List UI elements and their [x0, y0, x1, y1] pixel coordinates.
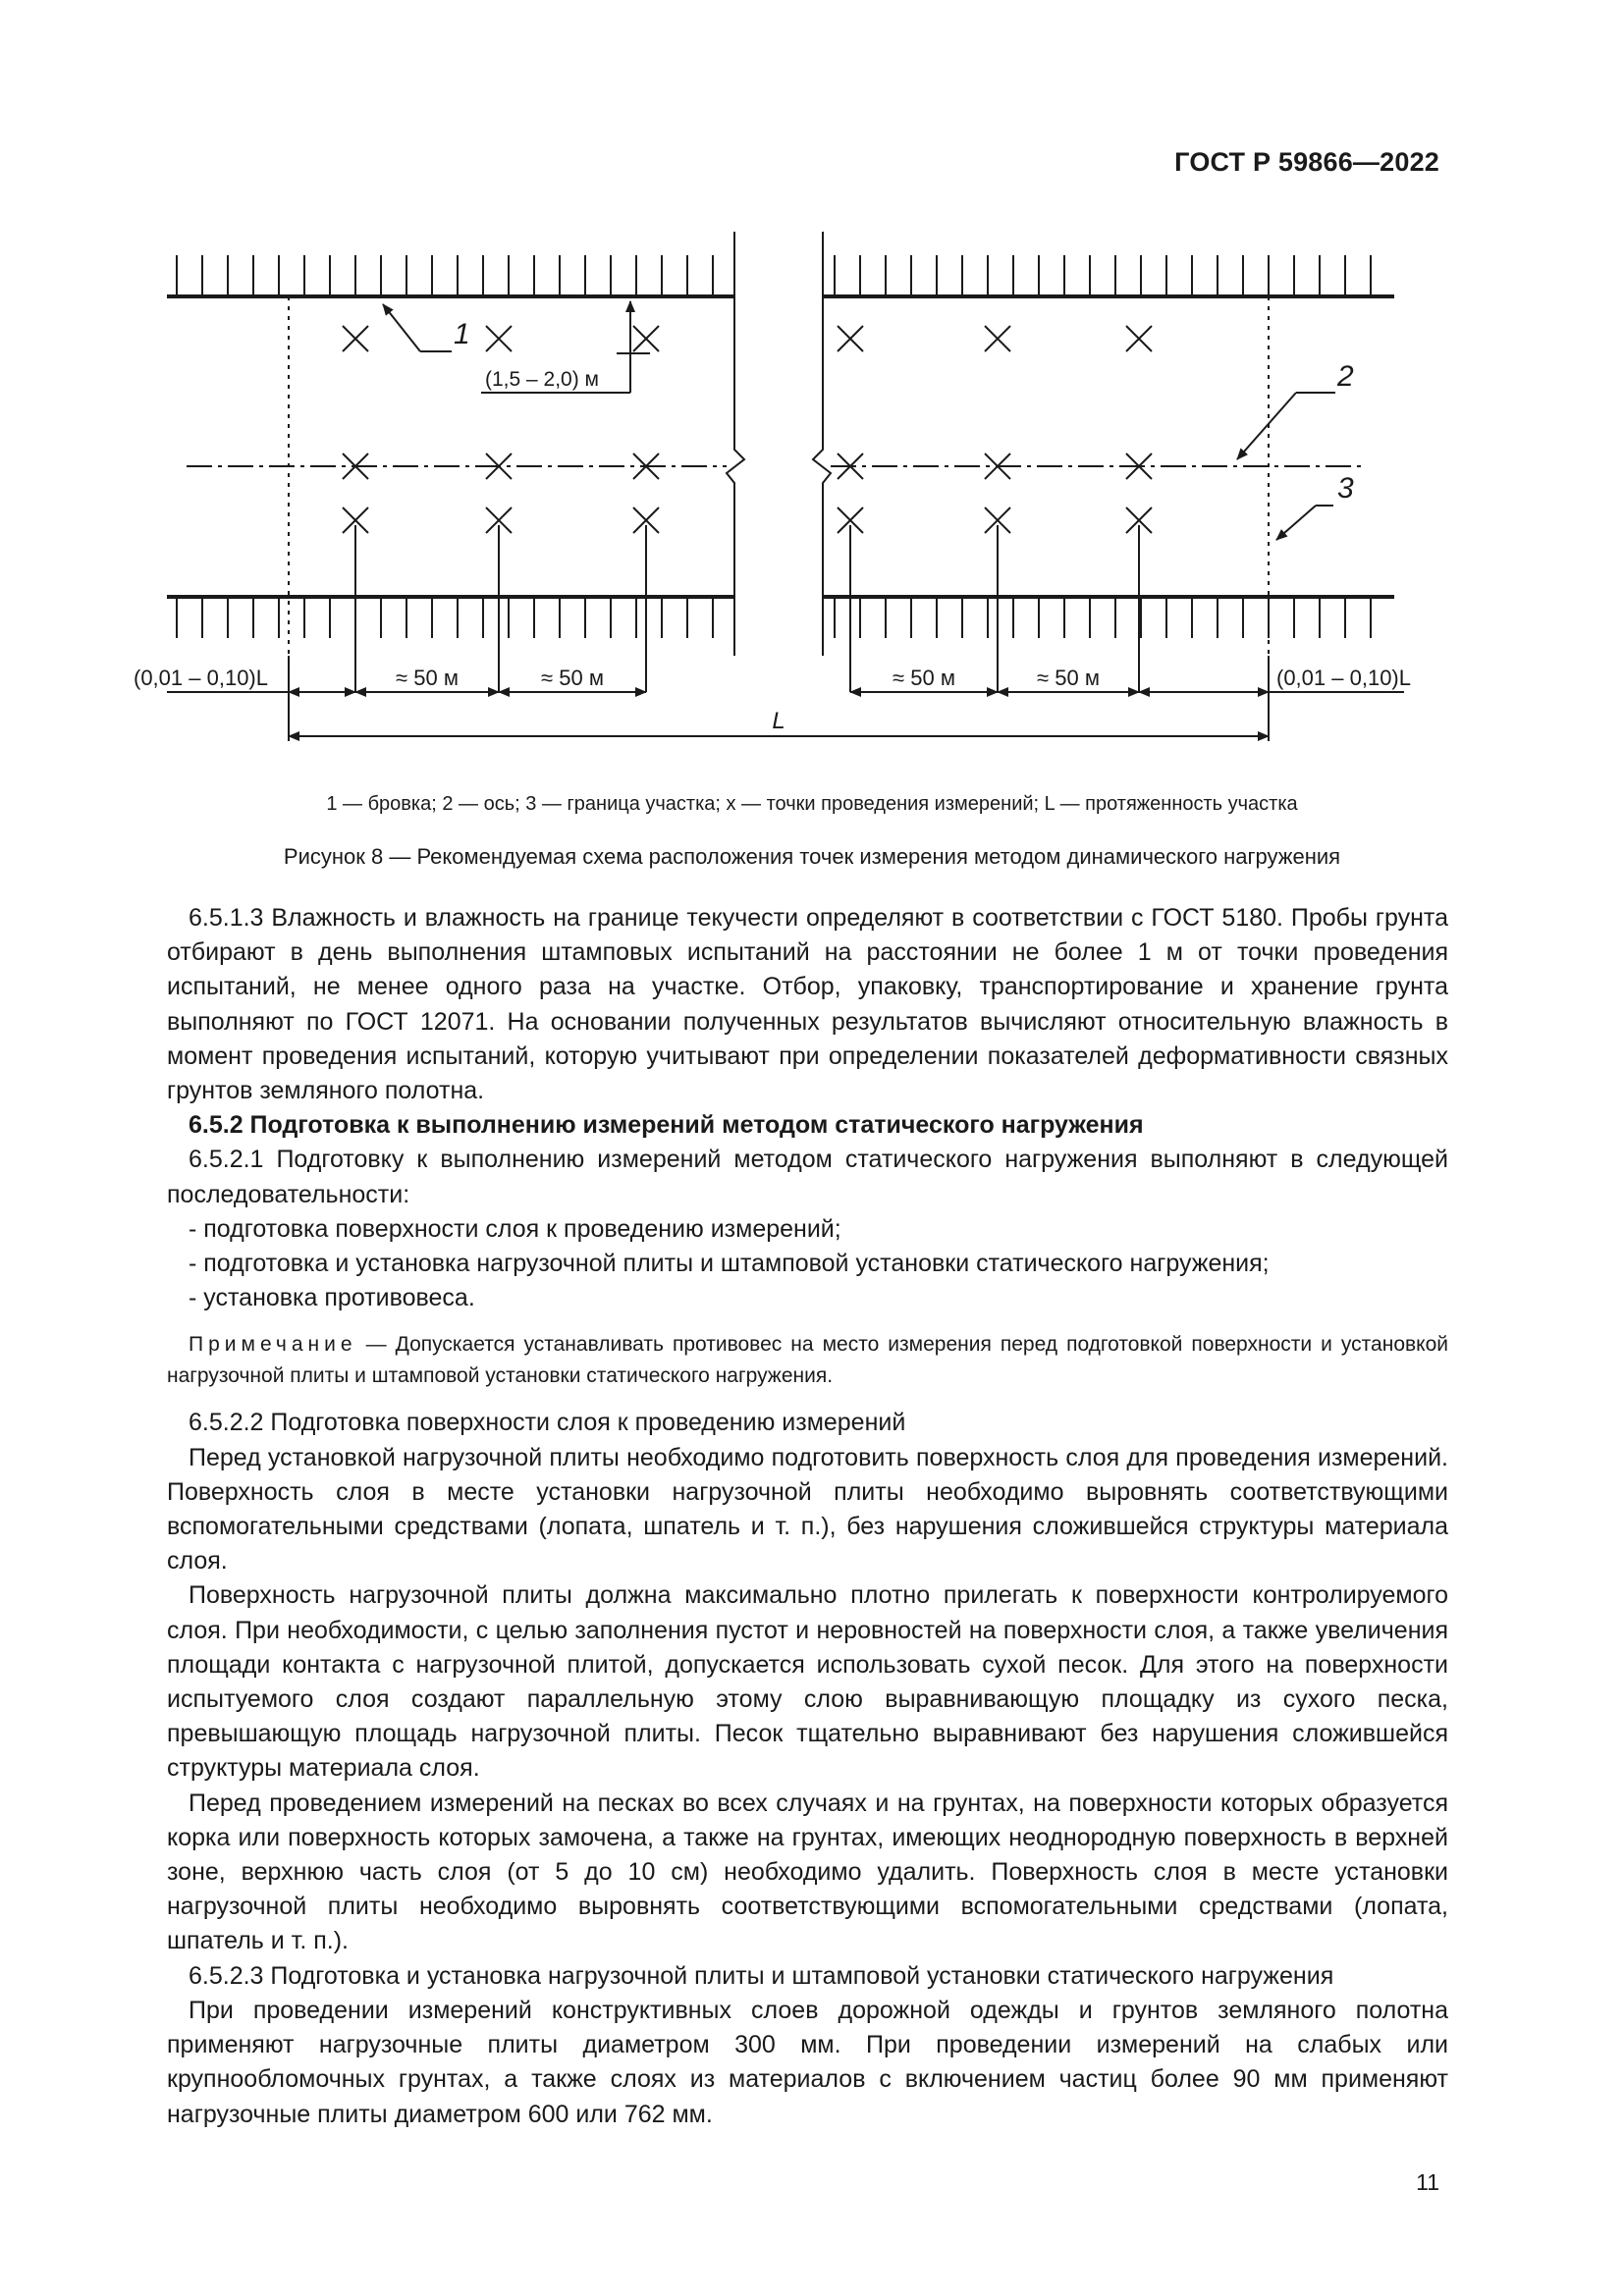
note-label: Примечание: [189, 1333, 357, 1357]
paragraph-6-5-2-1: 6.5.2.1 Подготовку к выполнению измерений методом статического нагружения выполняют в следующей последовательности:: [167, 1146, 1448, 1208]
edge-offset-left: (0,01 – 0,10)L: [134, 666, 268, 690]
paragraph: При проведении измерений конструктивных слоев дорожной одежды и грунтов земляного полотна применяют нагрузочные плиты диаметром 300 мм. При проведении измерений на слабых или крупнообломочных грунтах, а также слоях из материалов с включением частиц более 90 мм применяют нагрузочные плиты диаметром 600 или 762 мм.: [167, 1996, 1448, 2128]
list-item: - подготовка и установка нагрузочной плиты и штамповой установки статического нагружения;: [189, 1250, 1270, 1278]
edge-offset-right: (0,01 – 0,10)L: [1276, 666, 1411, 690]
figure-caption: Рисунок 8 — Рекомендуемая схема расположения точек измерения методом динамического нагружения: [283, 844, 1341, 869]
offset-range-label: (1,5 – 2,0) м: [485, 368, 599, 391]
paragraph: Перед установкой нагрузочной плиты необходимо подготовить поверхность слоя для проведения измерений. Поверхность слоя в месте установки нагрузочной плиты необходимо выровнять соответствующими вспомогательными средствами (лопата, шпатель и т. п.), без нарушения сложившейся структуры материала слоя.: [167, 1443, 1448, 1575]
measurement-point: [343, 326, 368, 351]
callout-3: 3: [1337, 472, 1354, 505]
callout-2: 2: [1337, 360, 1354, 393]
paragraph-6-5-2-3: 6.5.2.3 Подготовка и установка нагрузочной плиты и штамповой установки статического нагружения: [189, 1961, 1334, 1990]
body-text: [167, 901, 1448, 2132]
figure-8-diagram: [134, 206, 1424, 785]
measurement-point: [633, 326, 659, 351]
top-edge-hatching: [177, 255, 1371, 296]
length-label: L: [772, 708, 785, 734]
measurement-point: [985, 326, 1010, 351]
spacing-label-2: ≈ 50 м: [541, 666, 604, 690]
spacing-label-4: ≈ 50 м: [1037, 666, 1100, 690]
measurement-scheme-svg: [134, 206, 1424, 785]
paragraph: Поверхность нагрузочной плиты должна максимально плотно прилегать к поверхности контролируемого слоя. При необходимости, с целью заполнения пустот и неровностей на поверхности слоя, а также увеличения площади контакта с нагрузочной плитой, допускается использовать сухой песок. Для этого на поверхности испытуемого слоя создают параллельную этому слою выравнивающую площадку из сухого песка, превышающую площадь нагрузочной плиты. Песок тщательно выравнивают без нарушения сложившейся структуры материала слоя.: [167, 1581, 1448, 1783]
measurement-point: [1126, 326, 1152, 351]
paragraph-6-5-1-3: 6.5.1.3 Влажность и влажность на границе текучести определяют в соответствии с ГОСТ 5180. Пробы грунта отбирают в день выполнения штамповых испытаний на расстоянии не более 1 м от точки проведения испытаний, не менее одного раза на участке. Отбор, упаковку, транспортирование и хранение грунта выполняют по ГОСТ 12071. На основании полученных результатов вычисляют относительную влажность в момент проведения испытаний, которую учитывают при определении показателей деформативности связных грунтов земляного полотна.: [167, 904, 1448, 1105]
note: [167, 1329, 1448, 1392]
measurement-point: [838, 326, 863, 351]
paragraph: Перед проведением измерений на песках во всех случаях и на грунтах, на поверхности которых образуется корка или поверхность которых замочена, а также на грунтах, имеющих неоднородную поверхность в верхней зоне, верхнюю часть слоя (от 5 до 10 см) необходимо удалить. Поверхность слоя в месте установки нагрузочной плиты необходимо выровнять соответствующими вспомогательными средствами (лопата, шпатель и т. п.).: [167, 1789, 1448, 1955]
document-code: ГОСТ Р 59866—2022: [1174, 147, 1439, 177]
measurement-point: [486, 326, 512, 351]
figure-legend: 1 — бровка; 2 — ось; 3 — граница участка; x — точки проведения измерений; L — протяженность участка: [326, 793, 1298, 815]
paragraph-6-5-2-2: 6.5.2.2 Подготовка поверхности слоя к проведению измерений: [189, 1409, 906, 1437]
page-number: 11: [1416, 2169, 1439, 2195]
spacing-label-3: ≈ 50 м: [893, 666, 955, 690]
section-heading-6-5-2: 6.5.2 Подготовка к выполнению измерений методом статического нагружения: [189, 1111, 1144, 1140]
list-item: - установка противовеса.: [189, 1284, 475, 1312]
spacing-label-1: ≈ 50 м: [396, 666, 459, 690]
callout-1: 1: [454, 318, 470, 350]
list-item: - подготовка поверхности слоя к проведению измерений;: [189, 1214, 841, 1243]
note-text: — Допускается устанавливать противовес на место измерения перед подготовкой поверхности и установкой нагрузочной плиты и штамповой установки статического нагружения.: [167, 1333, 1448, 1388]
measurement-points: [343, 326, 1152, 533]
